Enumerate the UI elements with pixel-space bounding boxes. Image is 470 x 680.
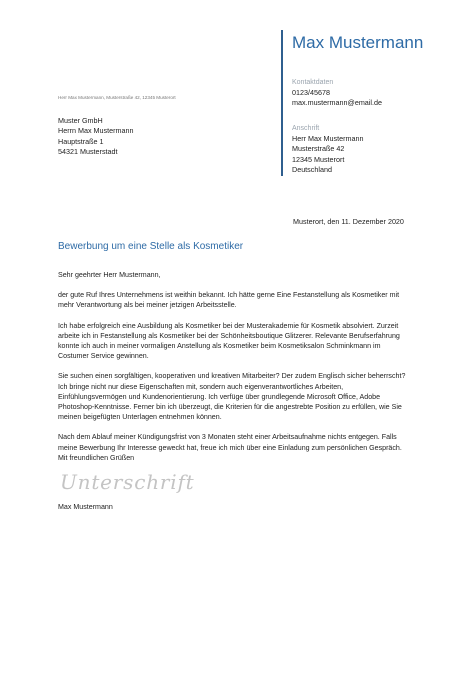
letter-body bbox=[58, 270, 416, 453]
letter-subject: Bewerbung um eine Stelle als Kosmetiker bbox=[58, 241, 244, 252]
signer-name: Max Mustermann bbox=[58, 503, 113, 511]
phone-number: 0123/45678 bbox=[292, 88, 330, 97]
recipient-line: Herrn Max Mustermann bbox=[58, 126, 134, 136]
recipient-line: 54321 Musterstadt bbox=[58, 147, 118, 157]
header-divider-line bbox=[281, 30, 283, 176]
letter-date: Musterort, den 11. Dezember 2020 bbox=[293, 217, 404, 226]
sender-return-line: Herr Max Mustermann, Musterstraße 42, 12345 Musterort bbox=[58, 95, 176, 100]
recipient-line: Muster GmbH bbox=[58, 116, 103, 125]
closing-phrase: Mit freundlichen Grüßen bbox=[58, 454, 135, 462]
body-paragraph: der gute Ruf Ihres Unternehmens ist weithin bekannt. Ich hätte gerne Eine Festanstellung als Kosmetiker mit mehr Verantwortung als bei meiner jetzigen Arbeitsstelle. bbox=[58, 291, 400, 310]
salutation: Sehr geehrter Herr Mustermann, bbox=[58, 271, 161, 279]
body-paragraph: Nach dem Ablauf meiner Kündigungsfrist von 3 Monaten steht einer Arbeitsaufnahme nichts entgegen. Falls meine Bewerbung Ihr Interesse geweckt hat, freue ich mich über eine Einladung zum persönlichen Gespräch. bbox=[58, 433, 402, 452]
address-line: Musterstraße 42 bbox=[292, 144, 345, 154]
contact-label: Kontaktdaten bbox=[292, 79, 334, 86]
address-line: Deutschland bbox=[292, 165, 332, 175]
applicant-address bbox=[292, 134, 364, 176]
email-address: max.mustermann@email.de bbox=[292, 98, 382, 108]
signature-placeholder: Unterschrift bbox=[60, 470, 195, 494]
address-line: 12345 Musterort bbox=[292, 154, 345, 164]
body-paragraph: Sie suchen einen sorgfältigen, kooperativen und kreativen Mitarbeiter? Der zudem Englisch sicher beherrscht? Ich bringe nicht nur diese Eigenschaften mit, sondern auch eigenverantwortliches Arbeiten, Einfühlungsvermögen und Kundenorientierung. Ich verfüge über grundlegende Microsoft Office, Adobe Photoshop-Kenntnisse. Ferner bin ich überzeugt, die Kriterien für die angestrebte Position zu erfüllen, wie Sie meinen beigefügten Unterlagen entnehmen können. bbox=[58, 372, 406, 422]
address-line: Herr Max Mustermann bbox=[292, 134, 364, 143]
body-paragraph: Ich habe erfolgreich eine Ausbildung als Kosmetiker bei der Musterakademie für Kosmetik absolviert. Zurzeit arbeite ich in Festanstellung als Kosmetiker bei der Schönheitsboutique Glitzerer. Relevante Berufserfahrung konnte ich auch in meiner vormaligen Anstellung als Kosmetiker beim Kosmetiksalon Schminkmann im Costumer Service gewinnen. bbox=[58, 321, 400, 361]
address-label: Anschrift bbox=[292, 125, 320, 132]
recipient-address bbox=[58, 116, 134, 158]
recipient-line: Hauptstraße 1 bbox=[58, 136, 104, 146]
applicant-name: Max Mustermann bbox=[292, 33, 424, 52]
contact-details bbox=[292, 88, 382, 109]
